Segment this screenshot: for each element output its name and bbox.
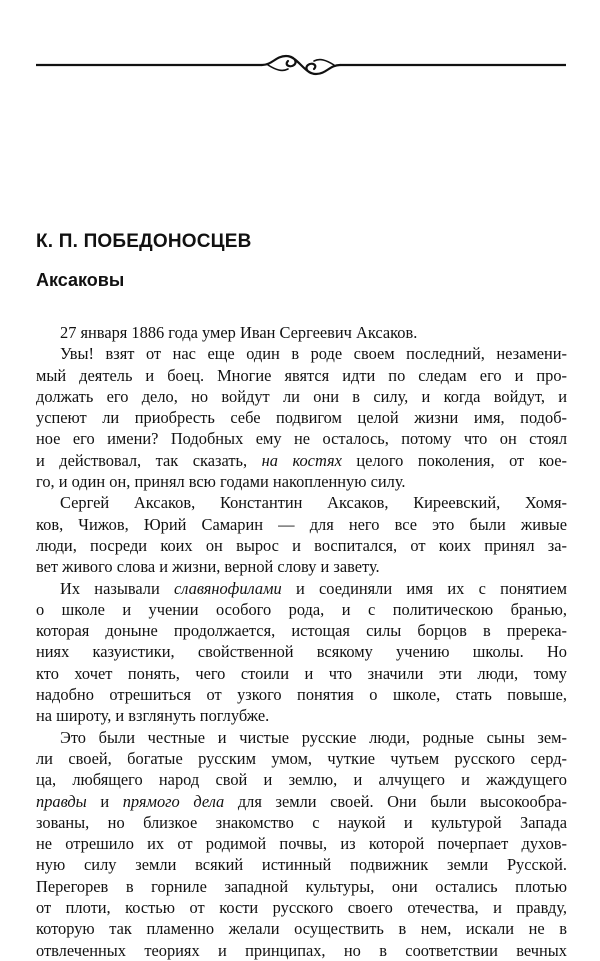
text-line: ли своей, богатые русским умом, чуткие чутьем русского серд- xyxy=(36,748,567,768)
text-run: для земли своей. Они были высокообра- xyxy=(224,791,567,811)
text-line: кто хочет понять, чего стоили и что значили эти люди, тому xyxy=(36,663,567,683)
text-line: успеют ли приобресть себе подвигом целой жизни имя, подоб- xyxy=(36,408,567,428)
text-line: люди, посреди коих он вырос и воспитался, от коих принял за- xyxy=(36,535,567,555)
text-run: и xyxy=(86,791,123,811)
text-run: и соединяли имя их с понятием xyxy=(281,578,567,598)
text-line: ков, Чижов, Юрий Самарин — для него все это были живые xyxy=(36,514,567,534)
text-line xyxy=(36,578,567,599)
text-line xyxy=(36,450,567,471)
text-line: мый деятель и боец. Многие явятся идти по следам его и про- xyxy=(36,365,567,385)
text-line: зованы, но близкое знакомство с наукой и культурой Запада xyxy=(36,812,567,832)
text-line: не отрешило их от родимой почвы, из которой почерпает духов- xyxy=(36,834,567,854)
italic-phrase: прямого дела xyxy=(122,791,225,811)
text-line: ца, любящего народ свой и землю, и алчущего и жаждущего xyxy=(36,770,567,790)
text-run: целого поколения, от кое- xyxy=(341,450,567,470)
text-line: отвлеченных теориях и принципах, но в соответствии вечных xyxy=(36,940,567,960)
text-line: которую так пламенно желали осуществить в нем, искали не в xyxy=(36,919,567,939)
text-line: надобно отрешиться от узкого понятия о школе, стать повыше, xyxy=(36,685,567,705)
text-line: Это были честные и чистые русские люди, родные сыны зем- xyxy=(60,727,567,747)
italic-phrase: правды xyxy=(36,791,87,811)
text-line: от плоти, костью от кости русского своего отечества, и правду, xyxy=(36,898,567,918)
text-line: на широту, и взглянуть поглубже. xyxy=(36,706,270,726)
text-run: и действовал, так сказать, xyxy=(36,450,262,470)
text-line: Перегорев в горниле западной культуры, они остались плотью xyxy=(36,876,567,896)
text-line: го, и один он, принял всю годами накопленную силу. xyxy=(36,472,406,492)
author-heading: К. П. ПОБЕДОНОСЦЕВ xyxy=(36,231,252,252)
text-line: ниях казуистики, свойственной всякому учению школы. Но xyxy=(36,642,567,662)
text-run: Их называли xyxy=(60,578,175,598)
italic-phrase: славянофилами xyxy=(174,578,282,598)
text-line: ное его имени? Подобных ему не осталось, потому что он стоял xyxy=(36,429,567,449)
text-line: должать его дело, но войдут ли они в силу, и когда войдут, и xyxy=(36,386,567,406)
text-line: ную силу земли всякий истинный подвижник земли Русской. xyxy=(36,855,567,875)
italic-phrase: на костях xyxy=(261,450,342,470)
chapter-title: Аксаковы xyxy=(36,270,125,290)
text-line xyxy=(36,791,567,812)
scroll-flourish-icon xyxy=(36,50,566,80)
text-line: Сергей Аксаков, Константин Аксаков, Киреевский, Хомя- xyxy=(60,493,567,513)
text-line: Увы! взят от нас еще один в роде своем последний, незамени- xyxy=(60,344,567,364)
body-text xyxy=(36,322,567,961)
text-line: 27 января 1886 года умер Иван Сергеевич Аксаков. xyxy=(60,323,418,342)
text-line: о школе и учении особого рода, и с политическою бранью, xyxy=(36,599,567,619)
text-line: которая доныне продолжается, истощая силы борцов в пререка- xyxy=(36,621,567,641)
text-line: вет живого слова и жизни, верной слову и завету. xyxy=(36,557,380,577)
